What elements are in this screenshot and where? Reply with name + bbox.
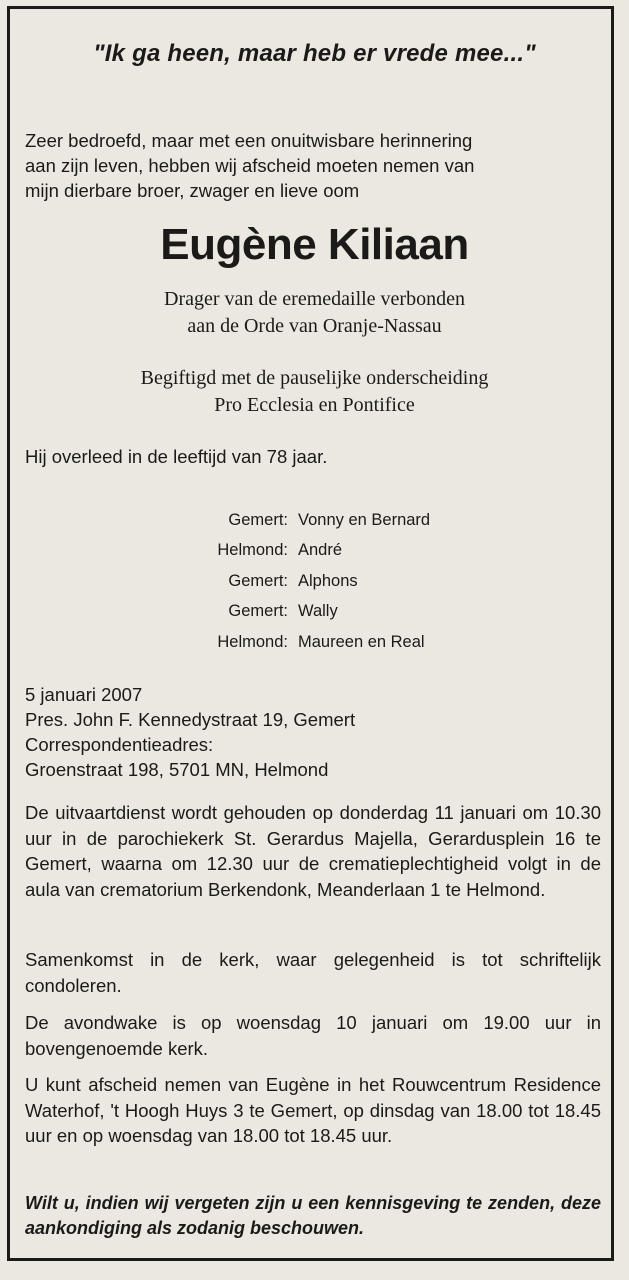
honor-line: Pro Ecclesia en Pontifice xyxy=(214,394,415,416)
family-names: Vonny en Bernard xyxy=(298,510,431,529)
correspondence-address: Groenstraat 198, 5701 MN, Helmond xyxy=(25,759,329,780)
family-place: Helmond: xyxy=(217,541,288,560)
family-place: Gemert: xyxy=(228,510,288,529)
deceased-name: Eugène Kiliaan xyxy=(160,220,469,269)
family-place: Gemert: xyxy=(228,602,288,621)
family-names: Maureen en Real xyxy=(298,632,425,651)
honor-papal xyxy=(0,365,629,419)
intro-text xyxy=(25,128,585,203)
family-row xyxy=(150,566,510,597)
family-row xyxy=(150,505,510,536)
intro-line: aan zijn leven, hebben wij afscheid moeten nemen van xyxy=(25,155,475,176)
family-names: André xyxy=(298,541,343,560)
family-names: Alphons xyxy=(298,571,358,590)
honor-line: Drager van de eremedaille verbonden xyxy=(164,288,465,310)
closing-note: Wilt u, indien wij vergeten zijn u een kennisgeving te zenden, deze aankondiging als zodanig beschouwen. xyxy=(25,1193,601,1238)
family-row xyxy=(150,627,510,658)
family-row xyxy=(150,597,510,628)
family-place: Helmond: xyxy=(217,632,288,651)
notice-date: 5 januari 2007 xyxy=(25,684,143,705)
family-row xyxy=(150,536,510,567)
farewell-paragraph: U kunt afscheid nemen van Eugène in het Rouwcentrum Residence Waterhof, 't Hoogh Huys 3 te Gemert, op dinsdag van 18.00 tot 18.45 uur en op woensdag van 18.00 tot 18.45 uur. xyxy=(25,1074,601,1146)
honor-line: Begiftigd met de pauselijke onderscheiding xyxy=(140,367,489,389)
honor-line: aan de Orde van Oranje-Nassau xyxy=(187,315,442,337)
age-statement: Hij overleed in de leeftijd van 78 jaar. xyxy=(25,446,328,467)
wake-paragraph: De avondwake is op woensdag 10 januari om 19.00 uur in bovengenoemde kerk. xyxy=(25,1012,601,1059)
intro-line: Zeer bedroefd, maar met een onuitwisbare herinnering xyxy=(25,130,473,151)
home-address: Pres. John F. Kennedystraat 19, Gemert xyxy=(25,709,356,730)
family-place: Gemert: xyxy=(228,571,288,590)
correspondence-label: Correspondentieadres: xyxy=(25,734,214,755)
honor-medal xyxy=(0,286,629,340)
address-block xyxy=(25,682,355,782)
funeral-paragraph: De uitvaartdienst wordt gehouden op donderdag 11 januari om 10.30 uur in de parochiekerk St. Gerardus Majella, Gerardusplein 16 te Gemert, waarna om 12.30 uur de crematieplechtigheid volgt in de aula van crematorium Berkendonk, Meanderlaan 1 te Helmond. xyxy=(25,802,601,900)
gathering-paragraph: Samenkomst in de kerk, waar gelegenheid is tot schriftelijk condoleren. xyxy=(25,949,601,996)
family-list xyxy=(150,505,510,658)
family-names: Wally xyxy=(298,602,338,621)
motto-heading: "Ik ga heen, maar heb er vrede mee..." xyxy=(93,40,536,67)
intro-line: mijn dierbare broer, zwager en lieve oom xyxy=(25,180,360,201)
